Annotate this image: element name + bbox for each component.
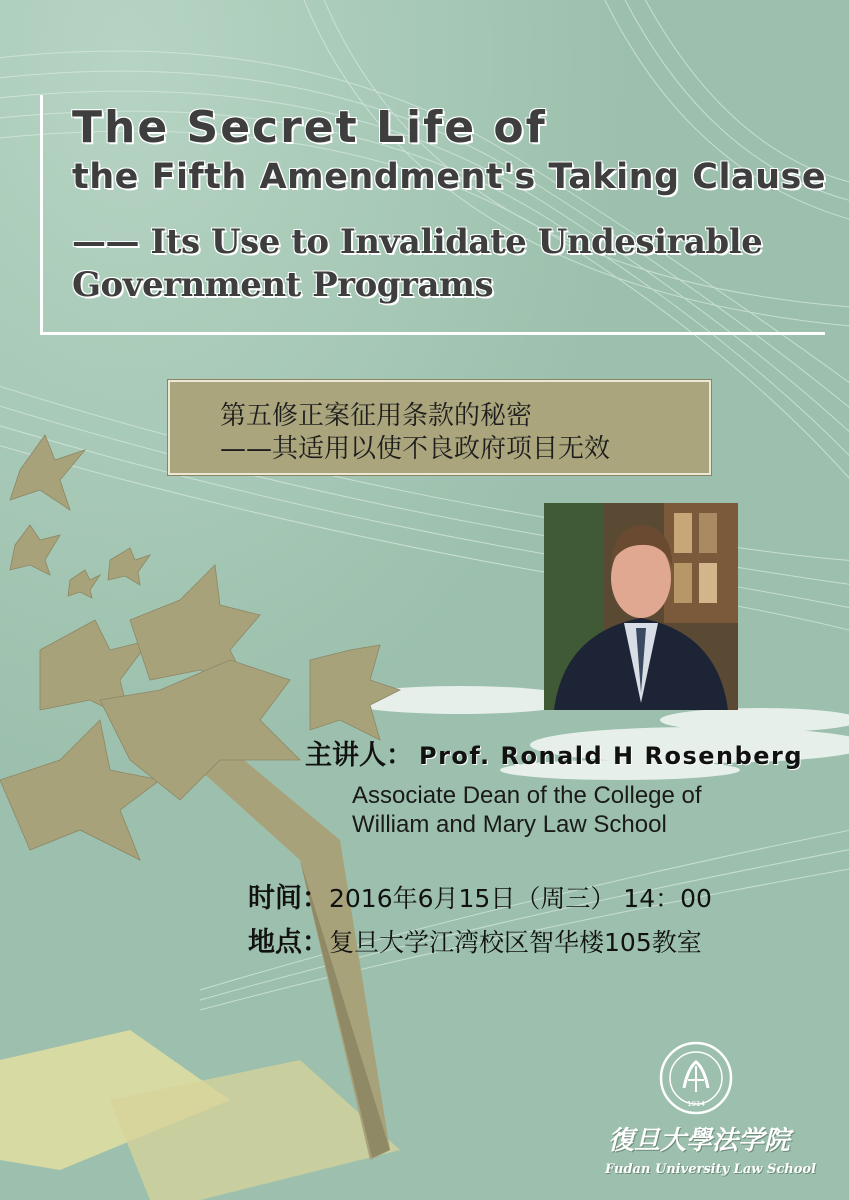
subtitle-line-2: Government Programs [72, 265, 494, 305]
speaker-title-line-2: William and Mary Law School [352, 811, 667, 838]
speaker-row [305, 733, 803, 772]
speaker-name: Prof. Ronald H Rosenberg [419, 742, 804, 770]
time-value: 2016年6月15日（周三） 14：00 [329, 884, 712, 913]
time-label: 时间： [248, 883, 329, 914]
speaker-photo [544, 503, 738, 710]
title-line-2: the Fifth Amendment's Taking Clause [72, 157, 827, 197]
law-school-seal-icon [658, 1040, 734, 1116]
chinese-title-line-2: ——其适用以使不良政府项目无效 [220, 434, 611, 464]
chinese-title-line-1: 第五修正案征用条款的秘密 [220, 401, 533, 431]
law-school-name-cn: 復旦大學法学院 [608, 1126, 791, 1156]
place-label: 地点： [248, 927, 329, 958]
subtitle-line-1: —— Its Use to Invalidate Undesirable [72, 222, 763, 262]
title-line-1: The Secret Life of [72, 102, 547, 153]
time-row [248, 876, 712, 915]
speaker-label: 主讲人： [305, 740, 413, 771]
place-value: 复旦大学江湾校区智华楼105教室 [329, 928, 702, 957]
law-school-name-en: Fudan University Law School [605, 1162, 817, 1177]
place-row [248, 920, 702, 959]
seal-year: 1914 [687, 1100, 705, 1108]
speaker-title-line-1: Associate Dean of the College of [352, 782, 702, 809]
